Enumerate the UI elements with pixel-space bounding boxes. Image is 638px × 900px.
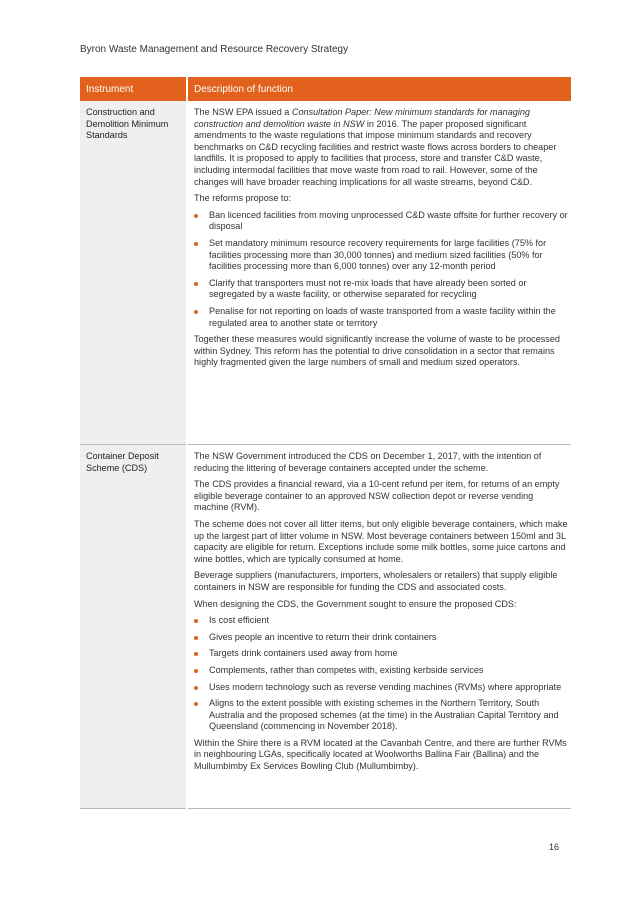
instrument-table xyxy=(80,77,571,809)
list-item xyxy=(194,648,569,660)
list-item-text: Gives people an incentive to return their drink containers xyxy=(209,631,437,642)
page-number: 16 xyxy=(549,842,560,852)
list-item-text: Aligns to the extent possible with existing schemes in the Northern Territory, South Australia and the proposed schemes (at the time) in the Australian Capital Territory and Queensland (commencing in November 2018). xyxy=(209,698,559,732)
bullet-list xyxy=(194,210,569,329)
bullet-icon xyxy=(194,636,198,640)
paragraph: Together these measures would significantly increase the volume of waste to be processed within Sydney. This reform has the potential to drive consolidation in a sector that remains highly fragmented given the large numbers of small and medium sized operators. xyxy=(194,334,560,368)
list-item xyxy=(194,238,569,273)
instrument-description xyxy=(187,101,571,445)
list-item xyxy=(194,632,569,644)
paragraph: The scheme does not cover all litter items, but only eligible beverage containers, which make up the largest part of litter volume in NSW. Most beverage containers between 150ml and 3L capacity are eligible for return. Exceptions include some milk bottles, some juice cartons and wine bottles, which are typically consumed at home. xyxy=(194,518,568,564)
text-span: The NSW EPA issued a xyxy=(194,107,292,117)
table-row xyxy=(80,101,571,445)
paragraph: The reforms propose to: xyxy=(194,193,292,204)
paragraph: The CDS provides a financial reward, via a 10-cent refund per item, for returns of an empty eligible beverage container to an approved NSW collection depot or reverse vending machine (RVM). xyxy=(194,479,560,513)
bullet-icon xyxy=(194,310,198,314)
bullet-icon xyxy=(194,242,198,246)
paragraph xyxy=(194,107,569,188)
publication-title: Consultation Paper: New minimum standards for managing construction and demolition waste in NSW xyxy=(194,107,530,129)
bullet-icon xyxy=(194,702,198,706)
list-item-text: Penalise for not reporting on loads of waste transported from a waste facility within the regulated area to another state or territory xyxy=(209,305,556,328)
bullet-icon xyxy=(194,619,198,623)
list-item-text: Ban licenced facilities from moving unprocessed C&D waste offsite for further recovery or disposal xyxy=(209,209,568,232)
list-item-text: Set mandatory minimum resource recovery requirements for large facilities (75% for facilities processing more than 30,000 tonnes) and medium sized facilities (50% for facilities processing more than 6,000 tonnes) over any 12-month period xyxy=(209,237,547,272)
column-header-instrument: Instrument xyxy=(80,77,187,101)
list-item xyxy=(194,665,569,677)
bullet-icon xyxy=(194,652,198,656)
paragraph: Within the Shire there is a RVM located at the Cavanbah Centre, and there are further RVMs in neighbouring LGAs, specifically located at Woolworths Ballina Fair (Ballina) and the Mullumbimby Ex Services Bowling Club (Mullumbimby). xyxy=(194,737,567,772)
text-span: in 2016. The paper proposed significant amendments to the waste regulations that impose minimum standards and recovery benchmarks on C&D recycling facilities and restrict waste flows across borders to cheaper landfills. It is proposed to apply to facilities that process, store and transfer C&D waste, including intermodal facilities that move waste from road to rail. However, some of the changes will have broader reaching implications for all waste streams, beyond C&D. xyxy=(194,118,557,187)
bullet-icon xyxy=(194,214,198,218)
list-item-text: Targets drink containers used away from home xyxy=(209,648,398,659)
table-row xyxy=(80,445,571,809)
list-item xyxy=(194,278,569,301)
running-header: Byron Waste Management and Resource Recovery Strategy xyxy=(80,44,349,55)
paragraph: Beverage suppliers (manufacturers, importers, wholesalers or retailers) that supply eligible containers in NSW are responsible for funding the CDS and associated costs. xyxy=(194,570,558,592)
bullet-icon xyxy=(194,686,198,690)
list-item xyxy=(194,682,569,694)
paragraph: The NSW Government introduced the CDS on December 1, 2017, with the intention of reducing the littering of beverage containers accepted under the scheme. xyxy=(194,451,542,473)
list-item xyxy=(194,210,569,233)
list-item xyxy=(194,698,569,733)
instrument-name: Container Deposit Scheme (CDS) xyxy=(80,445,187,809)
list-item-text: Uses modern technology such as reverse vending machines (RVMs) where appropriate xyxy=(209,681,562,692)
instrument-name: Construction and Demolition Minimum Standards xyxy=(80,101,187,445)
paragraph: When designing the CDS, the Government sought to ensure the proposed CDS: xyxy=(194,598,517,609)
list-item xyxy=(194,615,569,627)
bullet-icon xyxy=(194,669,198,673)
list-item xyxy=(194,306,569,329)
bullet-icon xyxy=(194,282,198,286)
list-item-text: Clarify that transporters must not re-mix loads that have already been sorted or segregated by a waste facility, or otherwise separated for recycling xyxy=(209,277,527,300)
bullet-list xyxy=(194,615,569,733)
list-item-text: Complements, rather than competes with, existing kerbside services xyxy=(209,664,484,675)
instrument-description xyxy=(187,445,571,809)
table-header-row xyxy=(80,77,571,101)
list-item-text: Is cost efficient xyxy=(209,615,269,626)
column-header-description: Description of function xyxy=(187,77,571,101)
